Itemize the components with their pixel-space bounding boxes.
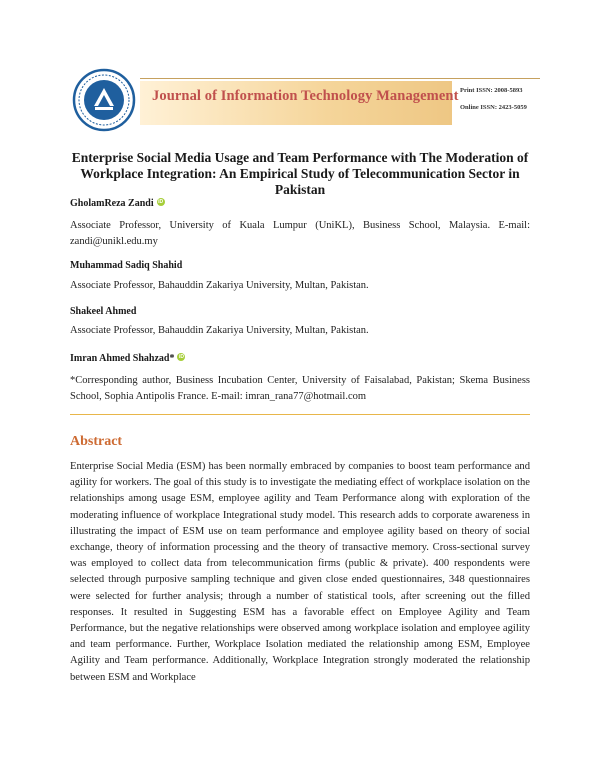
university-logo <box>68 66 140 134</box>
section-divider <box>70 414 530 415</box>
author-name <box>70 198 165 209</box>
author-affiliation: Associate Professor, University of Kuala Lumpur (UniKL), Business School, Malaysia. E-mail: zandi@unikl.edu.my <box>70 220 530 247</box>
journal-header <box>68 66 542 134</box>
author-name: Muhammad Sadiq Shahid <box>70 260 183 271</box>
author-name: Shakeel Ahmed <box>70 306 137 317</box>
orcid-icon[interactable]: iD <box>178 354 184 360</box>
author-affiliation: Associate Professor, Bahauddin Zakariya University, Multan, Pakistan. <box>70 325 369 336</box>
online-issn: Online ISSN: 2423-5059 <box>460 104 527 111</box>
author-affiliation: Associate Professor, Bahauddin Zakariya University, Multan, Pakistan. <box>70 280 369 291</box>
author-name <box>70 353 185 364</box>
abstract-body: Enterprise Social Media (ESM) has been normally embraced by companies to boost team performance and agility for workers. The goal of this study is to investigate the mediating effect of workplace isolation on the relationships among usage ESM, employee agility and Team Performance along with exploration of the moderating influence of workplace Integrational study model. This research adds to corporate awareness in illustrating the impact of ESM use on team performance and employee agility based on theory of social exchange, theory of information processing and the theory of transactive memory. Cross-sectional survey was employed to collect data from telecommunication firms (public & private). 400 respondents were selected through purposive sampling technique and given close ended questionnaires, 348 questionnaires were selected for further analysis; through a number of statistical tools, after screening out the filled responses. It resulted in Suggesting ESM has a favorable effect on Employee Agility and Team Performance, but the negative relationships were observed among workplace isolation and employee agility and team performance. Further, Workplace Isolation mediated the relationship among ESM, Employee Agility and Team performance. Additionally, Workplace Integration strongly moderated the relationship between ESM and Workplace <box>70 461 530 683</box>
author-name-text: Imran Ahmed Shahzad* <box>70 353 175 364</box>
paper-title: Enterprise Social Media Usage and Team Performance with The Moderation of Workplace Integration: An Empirical Study of Telecommunication Sector in Pakistan <box>71 150 529 197</box>
author-name-text: GholamReza Zandi <box>70 198 154 209</box>
abstract-heading: Abstract <box>70 434 123 449</box>
print-issn: Print ISSN: 2008-5893 <box>460 87 523 94</box>
orcid-icon[interactable]: iD <box>158 199 164 205</box>
journal-title: Journal of Information Technology Management <box>152 88 459 104</box>
author-affiliation: *Corresponding author, Business Incubation Center, University of Faisalabad, Pakistan; Skema Business School, Sophia Antipolis France. E-mail: imran_rana77@hotmail.com <box>70 375 530 402</box>
banner-rule <box>140 78 540 79</box>
